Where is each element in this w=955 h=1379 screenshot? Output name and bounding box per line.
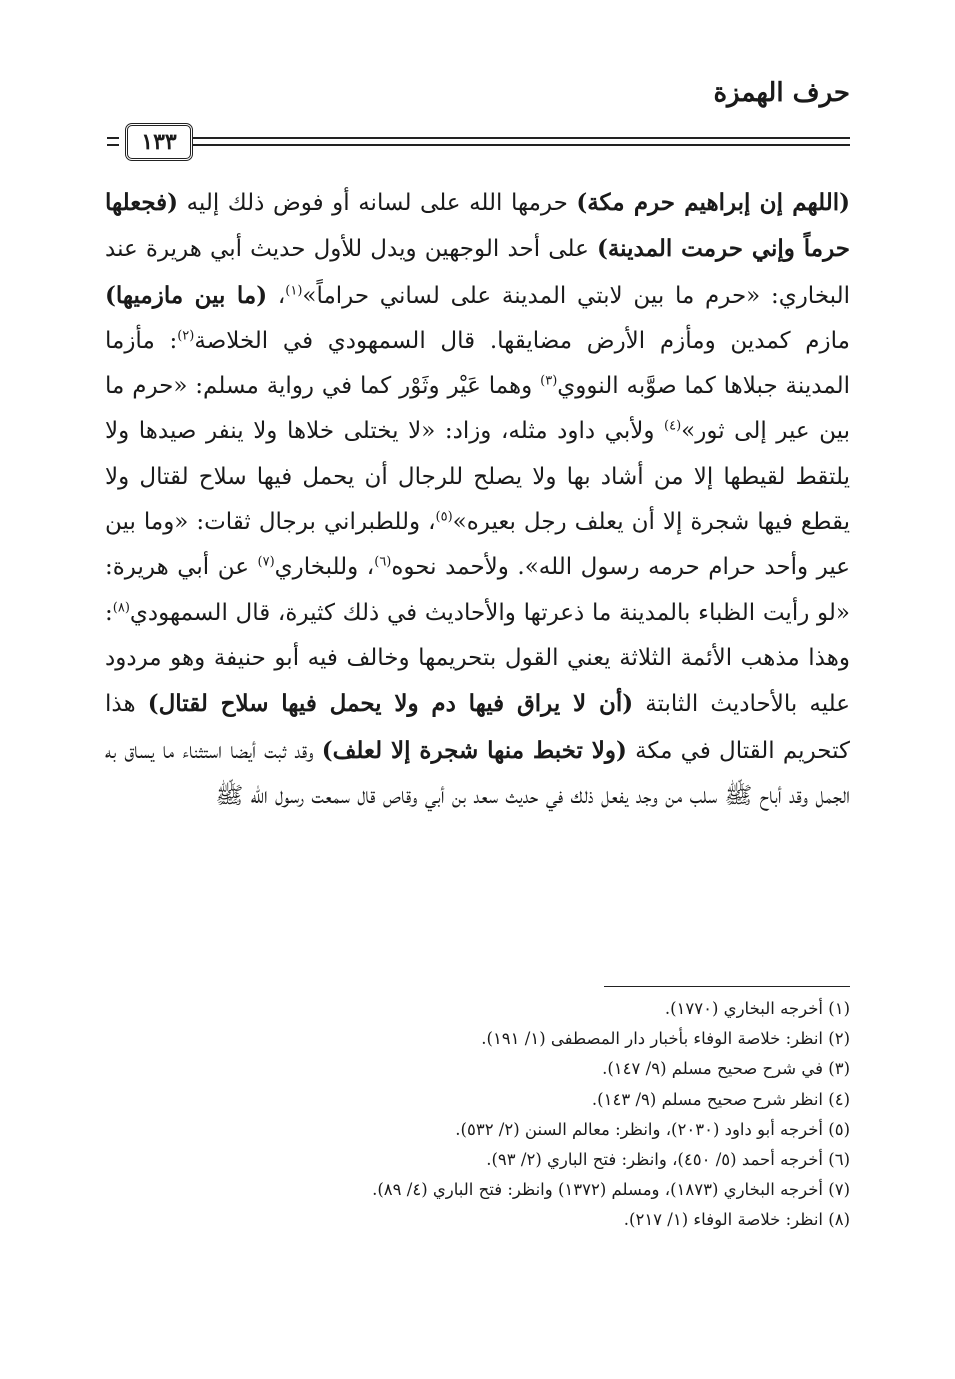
footnote-ref-3: (٣) (540, 373, 558, 389)
text-run: : مأزما المدينة جبلاها كما صوَّبه النووي (105, 327, 850, 400)
footnotes (105, 994, 850, 1236)
text-run: مازم كمدين ومأزم الأرض مضايقها. قال السمهودي في الخلاصة (194, 327, 850, 354)
footnote-ref-4: (٤) (664, 418, 682, 434)
footnote-ref-6: (٦) (374, 554, 392, 570)
bold-phrase: (ولا تخبط منها شجرة إلا لعلف) (321, 736, 627, 764)
text-run: ، وللبخاري (274, 554, 375, 581)
text-run: على أحد الوجهين ويدل للأول حديث أبي هريرة عند البخاري: «حرم ما بين لابتي المدينة على لساني حراماً» (105, 236, 851, 309)
running-title: حرف الهمزة (713, 78, 850, 108)
rule-connector (192, 137, 290, 146)
footnote-8: (٨) انظر: خلاصة الوفاء (١/ ٢١٧). (623, 1210, 850, 1230)
footnote-1: (١) أخرجه البخاري (١٧٧٠). (664, 999, 850, 1018)
footnote-5: (٥) أخرجه أبو داود (٢٠٣٠)، وانظر: معالم السنن (٢/ ٥٣٢). (455, 1119, 850, 1139)
text-run: هذا كتحريم القتال في مكة (105, 691, 851, 764)
footnote-ref-2: (٢) (177, 328, 195, 344)
text-run: ، وللطبراني برجال ثقات: «وما بين عير وأحد حرام حرمه رسول الله». ولأحمد نحوه (105, 509, 851, 581)
footnote-ref-7: (٧) (257, 554, 275, 570)
footnote-ref-1: (١) (285, 282, 303, 298)
main-text (105, 180, 850, 819)
footnote-ref-8: (٨) (112, 600, 130, 616)
footnote-separator (604, 986, 850, 987)
footnote-2: (٢) انظر: خلاصة الوفاء بأخبار دار المصطفى (١/ ١٩١). (481, 1029, 850, 1049)
text-run: عن أبي هريرة: «لو رأيت الظباء بالمدينة ما ذعرتها والأحاديث في ذلك كثيرة، قال السمهودي (105, 554, 850, 626)
page-number-box (125, 123, 193, 161)
footnote-4: (٤) انظر شرح صحيح مسلم (٩/ ١٤٣). (591, 1089, 850, 1109)
footnote-6: (٦) أخرجه أحمد (٥/ ٤٥٠)، وانظر: فتح الباري (٢/ ٩٣). (486, 1150, 850, 1170)
text-run: وهما عَيْر وثَوْر كما في رواية مسلم: «حرم ما بين عير إلى ثور» (105, 373, 850, 445)
bold-phrase: (فجعلها حرماً وإني حرمت المدينة) (105, 189, 850, 263)
footnote-ref-5: (٥) (435, 509, 453, 525)
page-number: ١٣٣ (141, 129, 177, 155)
header-double-rule (290, 137, 850, 146)
text-run: وقد ثبت أيضا استثناء ما يساق به الجمل وقد أباح ﷺ سلب من وجد يفعل ذلك في حديث سعد بن أبي وقاص قال سمعت رسول الله ﷺ (105, 737, 850, 809)
bold-phrase: (ما بين مازميها) (105, 281, 268, 309)
footnote-7: (٧) أخرجه البخاري (١٨٧٣)، ومسلم (١٣٧٢) وانظر: فتح الباري (٤/ ٨٩). (372, 1180, 850, 1200)
bold-phrase: (اللهم إن إبراهيم حرم مكة) (576, 189, 850, 216)
text-run: : وهذا مذهب الأئمة الثلاثة يعني القول بتحريمها وخالف فيه أبو حنيفة وهو مردود عليه بالأحاديث الثابتة (105, 599, 850, 718)
footnote-3: (٣) في شرح صحيح مسلم (٩/ ١٤٧). (602, 1059, 850, 1079)
text-run: ولأبي داود مثله، وزاد: «لا يختلى خلاها ولا ينفر صيدها ولا يلتقط لقيطها إلا من أشاد بها ولا يصلح للرجال أن يحمل فيها سلاح لقتال ولا يقطع فيها شجرة إلا أن يعلف رجل بعيره» (105, 418, 850, 536)
text-run: حرمها الله على لسانه أو فوض ذلك إليه (178, 190, 577, 216)
bold-phrase: (أن لا يراق فيها دم ولا يحمل فيها سلاح لقتال) (147, 690, 634, 718)
text-run: ، (267, 282, 286, 309)
rule-end-ornament (107, 137, 119, 146)
